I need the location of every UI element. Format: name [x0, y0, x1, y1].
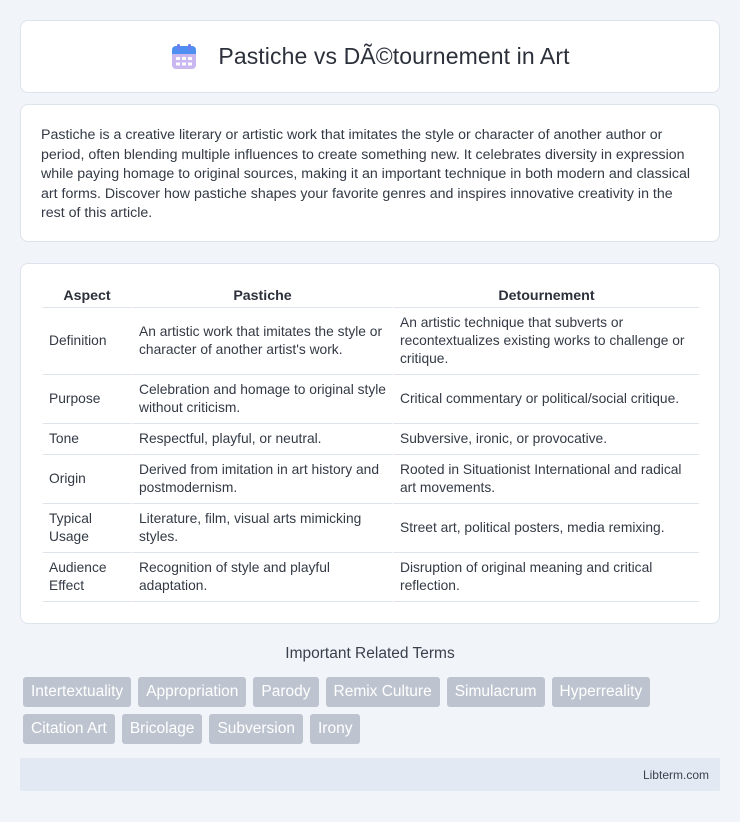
- footer: [20, 758, 720, 791]
- tag-irony[interactable]: Irony: [310, 714, 360, 744]
- header-card: [20, 20, 720, 93]
- row-aspect: Tone: [43, 424, 131, 455]
- row-aspect: Typical Usage: [43, 504, 131, 553]
- row-pastiche: Respectful, playful, or neutral.: [131, 424, 392, 455]
- row-detournement: Street art, political posters, media remixing.: [392, 504, 699, 553]
- row-pastiche: Literature, film, visual arts mimicking styles.: [131, 504, 392, 553]
- header-pastiche: Pastiche: [131, 284, 392, 308]
- table-row: [43, 553, 699, 602]
- tag-citation-art[interactable]: Citation Art: [23, 714, 115, 744]
- header-detournement: Detournement: [392, 284, 699, 308]
- row-detournement: An artistic technique that subverts or recontextualizes existing works to challenge or critique.: [392, 308, 699, 375]
- tag-hyperreality[interactable]: Hyperreality: [552, 677, 651, 707]
- comparison-table: [43, 284, 699, 602]
- calendar-icon: [170, 43, 198, 71]
- table-row: [43, 424, 699, 455]
- header: [170, 43, 569, 71]
- table-row: [43, 375, 699, 424]
- related-terms-tags: [23, 677, 723, 744]
- tag-subversion[interactable]: Subversion: [209, 714, 303, 744]
- intro-card: [20, 104, 720, 242]
- header-aspect: Aspect: [43, 284, 131, 308]
- row-detournement: Rooted in Situationist International and radical art movements.: [392, 455, 699, 504]
- related-terms-title: Important Related Terms: [285, 645, 455, 662]
- row-aspect: Audience Effect: [43, 553, 131, 602]
- row-aspect: Purpose: [43, 375, 131, 424]
- row-pastiche: Recognition of style and playful adaptation.: [131, 553, 392, 602]
- row-detournement: Critical commentary or political/social critique.: [392, 375, 699, 424]
- tag-remix-culture[interactable]: Remix Culture: [326, 677, 440, 707]
- row-pastiche: Celebration and homage to original style without criticism.: [131, 375, 392, 424]
- tag-parody[interactable]: Parody: [253, 677, 318, 707]
- comparison-card: [20, 263, 720, 624]
- page-title: Pastiche vs DÃ©tournement in Art: [218, 43, 570, 69]
- table-row: [43, 308, 699, 375]
- tag-bricolage[interactable]: Bricolage: [122, 714, 203, 744]
- tag-intertextuality[interactable]: Intertextuality: [23, 677, 131, 707]
- row-pastiche: Derived from imitation in art history and postmodernism.: [131, 455, 392, 504]
- table-row: [43, 504, 699, 553]
- intro-text: Pastiche is a creative literary or artistic work that imitates the style or character of another author or period, often blending multiple influences to create something new. It celebrates diversity in expression while paying homage to original sources, making it an important technique in both modern and classical art forms. Discover how pastiche shapes your favorite genres and inspires innovative creativity in the rest of this article.: [41, 127, 691, 221]
- table-header-row: [43, 284, 699, 308]
- tag-simulacrum[interactable]: Simulacrum: [447, 677, 545, 707]
- row-detournement: Disruption of original meaning and critical reflection.: [392, 553, 699, 602]
- row-aspect: Origin: [43, 455, 131, 504]
- table-row: [43, 455, 699, 504]
- tag-appropriation[interactable]: Appropriation: [138, 677, 246, 707]
- footer-link[interactable]: Libterm.com: [642, 767, 709, 782]
- row-pastiche: An artistic work that imitates the style or character of another artist's work.: [131, 308, 392, 375]
- row-detournement: Subversive, ironic, or provocative.: [392, 424, 699, 455]
- row-aspect: Definition: [43, 308, 131, 375]
